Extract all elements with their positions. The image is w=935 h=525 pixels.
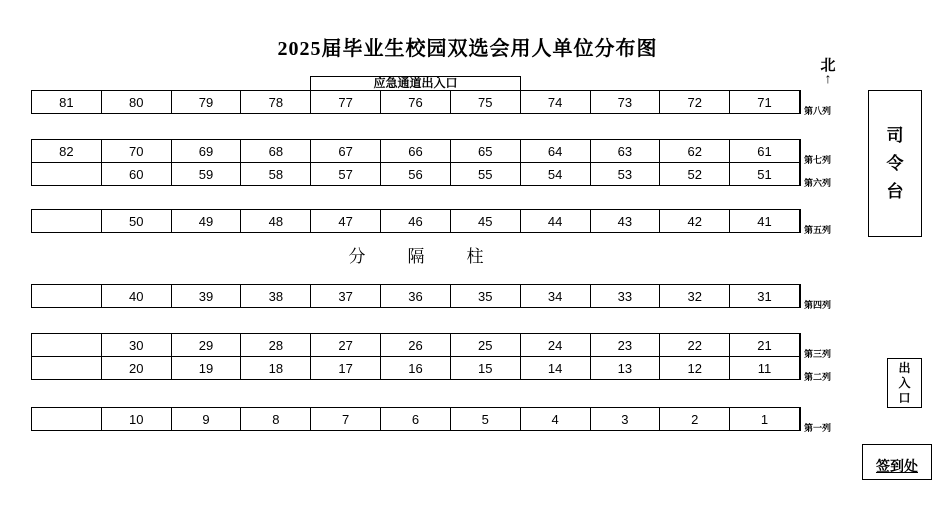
booth-cell-27: 27	[311, 334, 381, 356]
booth-cell-47: 47	[311, 210, 381, 232]
booth-cell-51: 51	[730, 163, 800, 185]
booth-cell-7: 7	[311, 408, 381, 430]
booth-row	[32, 140, 832, 165]
booth-cell-12: 12	[660, 357, 730, 379]
booth-cell-17: 17	[311, 357, 381, 379]
booth-cell-79: 79	[172, 91, 242, 113]
booth-row	[32, 210, 832, 235]
booth-block-rows3-2	[31, 333, 832, 382]
north-arrow-icon: ↑	[824, 70, 832, 86]
booth-row	[32, 356, 832, 382]
booth-cell-60: 60	[102, 163, 172, 185]
row-label: 第六列	[804, 178, 832, 188]
booth-cell-26: 26	[381, 334, 451, 356]
booth-row	[32, 91, 832, 116]
booth-cell-empty	[32, 357, 102, 379]
row-label: 第七列	[804, 155, 832, 165]
booth-cell-6: 6	[381, 408, 451, 430]
page-title: 2025届毕业生校园双选会用人单位分布图	[277, 38, 658, 60]
booth-row	[32, 408, 832, 433]
booth-cell-54: 54	[521, 163, 591, 185]
booth-cell-78: 78	[241, 91, 311, 113]
emergency-exit-box	[310, 76, 521, 91]
booth-cell-16: 16	[381, 357, 451, 379]
entrance-exit-box	[887, 358, 922, 408]
booth-block-row5	[31, 209, 832, 235]
booth-row	[32, 285, 832, 310]
row-label: 第二列	[804, 372, 832, 382]
booth-cell-2: 2	[660, 408, 730, 430]
booth-cell-82: 82	[32, 140, 102, 162]
booth-cell-41: 41	[730, 210, 800, 232]
booth-cell-77: 77	[311, 91, 381, 113]
divider-column-label: 分隔柱	[348, 247, 526, 266]
row-label: 第五列	[804, 225, 832, 235]
compass-north	[812, 58, 844, 85]
booth-cell-53: 53	[591, 163, 661, 185]
booth-cell-29: 29	[172, 334, 242, 356]
booth-cell-70: 70	[102, 140, 172, 162]
row-label: 第八列	[804, 106, 832, 116]
booth-cell-80: 80	[102, 91, 172, 113]
booth-cell-1: 1	[730, 408, 800, 430]
booth-cell-21: 21	[730, 334, 800, 356]
booth-row	[32, 334, 832, 359]
booth-cell-15: 15	[451, 357, 521, 379]
booth-cell-8: 8	[241, 408, 311, 430]
booth-cell-38: 38	[241, 285, 311, 307]
booth-cell-25: 25	[451, 334, 521, 356]
booth-block-row4	[31, 284, 832, 310]
booth-cell-57: 57	[311, 163, 381, 185]
booth-cell-22: 22	[660, 334, 730, 356]
booth-cell-empty	[32, 334, 102, 356]
booth-cell-49: 49	[172, 210, 242, 232]
booth-cell-59: 59	[172, 163, 242, 185]
booth-cell-14: 14	[521, 357, 591, 379]
booth-cell-67: 67	[311, 140, 381, 162]
booth-cell-3: 3	[591, 408, 661, 430]
booth-cell-65: 65	[451, 140, 521, 162]
booth-cell-64: 64	[521, 140, 591, 162]
booth-cell-33: 33	[591, 285, 661, 307]
booth-cell-46: 46	[381, 210, 451, 232]
booth-cell-4: 4	[521, 408, 591, 430]
booth-cell-23: 23	[591, 334, 661, 356]
booth-cell-55: 55	[451, 163, 521, 185]
booth-cell-72: 72	[660, 91, 730, 113]
booth-cell-68: 68	[241, 140, 311, 162]
booth-cell-40: 40	[102, 285, 172, 307]
booth-cell-9: 9	[172, 408, 242, 430]
booth-cell-42: 42	[660, 210, 730, 232]
booth-block-rows7-6	[31, 139, 832, 188]
row-label: 第一列	[804, 423, 832, 433]
booth-cell-75: 75	[451, 91, 521, 113]
booth-cell-58: 58	[241, 163, 311, 185]
signin-box	[862, 444, 932, 480]
emergency-exit-label: 应急通道出入口	[373, 76, 458, 90]
booth-row	[32, 162, 832, 188]
booth-cell-empty	[32, 210, 102, 232]
booth-cell-11: 11	[730, 357, 800, 379]
booth-cell-45: 45	[451, 210, 521, 232]
booth-cell-28: 28	[241, 334, 311, 356]
row-label: 第四列	[804, 300, 832, 310]
booth-cell-19: 19	[172, 357, 242, 379]
booth-cell-37: 37	[311, 285, 381, 307]
booth-cell-18: 18	[241, 357, 311, 379]
booth-cell-56: 56	[381, 163, 451, 185]
booth-cell-empty	[32, 408, 102, 430]
booth-cell-71: 71	[730, 91, 800, 113]
booth-block-row8	[31, 90, 832, 116]
booth-cell-39: 39	[172, 285, 242, 307]
booth-cell-74: 74	[521, 91, 591, 113]
booth-cell-50: 50	[102, 210, 172, 232]
booth-cell-35: 35	[451, 285, 521, 307]
booth-cell-61: 61	[730, 140, 800, 162]
booth-cell-36: 36	[381, 285, 451, 307]
booth-cell-10: 10	[102, 408, 172, 430]
booth-cell-24: 24	[521, 334, 591, 356]
booth-cell-32: 32	[660, 285, 730, 307]
booth-cell-66: 66	[381, 140, 451, 162]
booth-cell-69: 69	[172, 140, 242, 162]
booth-cell-48: 48	[241, 210, 311, 232]
booth-block-row1	[31, 407, 832, 433]
booth-cell-44: 44	[521, 210, 591, 232]
north-label: 北	[820, 57, 836, 74]
booth-cell-62: 62	[660, 140, 730, 162]
stage-box	[868, 90, 922, 237]
booth-cell-20: 20	[102, 357, 172, 379]
booth-cell-34: 34	[521, 285, 591, 307]
booth-cell-31: 31	[730, 285, 800, 307]
booth-cell-52: 52	[660, 163, 730, 185]
booth-cell-81: 81	[32, 91, 102, 113]
signin-label: 签到处	[876, 458, 918, 474]
booth-cell-73: 73	[591, 91, 661, 113]
stage-label: 司令台	[886, 125, 904, 201]
booth-cell-30: 30	[102, 334, 172, 356]
booth-cell-empty	[32, 285, 102, 307]
booth-cell-63: 63	[591, 140, 661, 162]
entrance-exit-label: 出入口	[898, 360, 911, 405]
booth-cell-76: 76	[381, 91, 451, 113]
row-label: 第三列	[804, 349, 832, 359]
booth-cell-43: 43	[591, 210, 661, 232]
booth-cell-5: 5	[451, 408, 521, 430]
booth-cell-13: 13	[591, 357, 661, 379]
booth-cell-empty	[32, 163, 102, 185]
